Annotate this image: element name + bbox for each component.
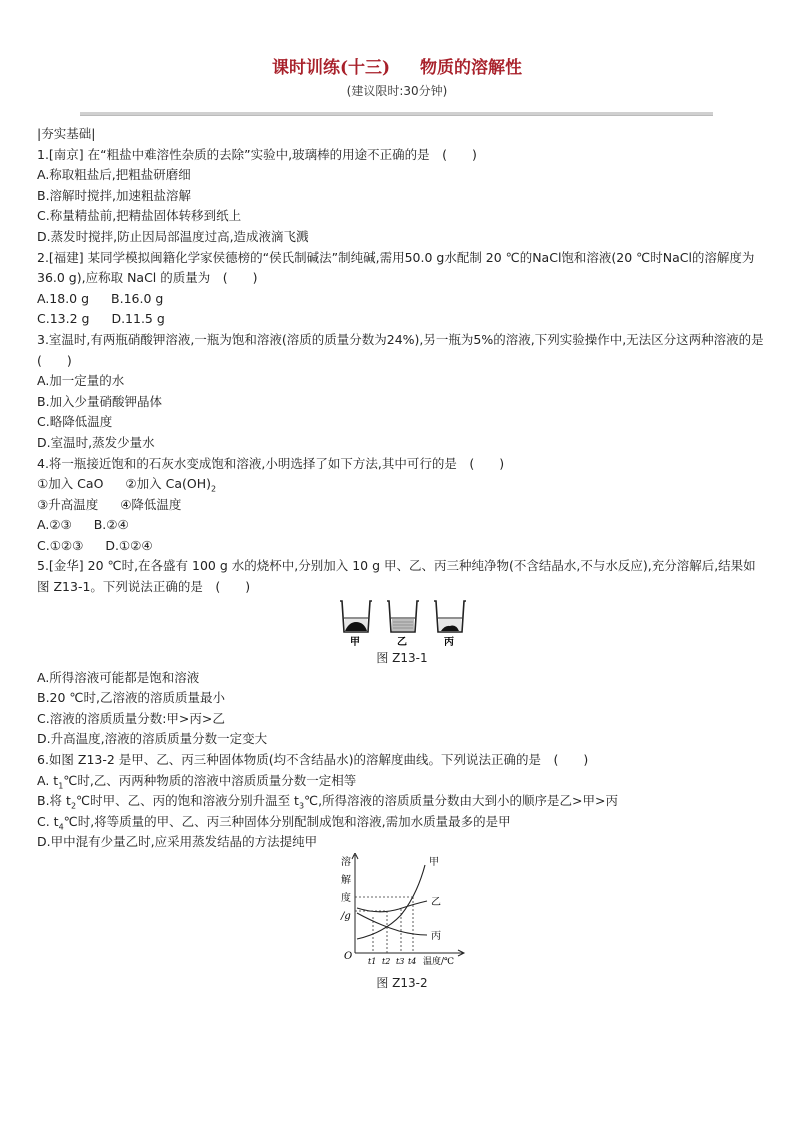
- q4-methods-12: [37, 474, 767, 495]
- q5-option-b: B.20 ℃时,乙溶液的溶质质量最小: [37, 690, 225, 706]
- solubility-graph: [37, 853, 767, 973]
- q3-stem: 3.室温时,有两瓶硝酸钾溶液,一瓶为饱和溶液(溶质的质量分数为24%),另一瓶为5%的溶液,下列实验操作中,无法区分这两种溶液的是 ( ): [37, 331, 777, 368]
- figure-z13-2: [37, 853, 767, 973]
- q5-option-d: D.升高温度,溶液的溶质质量分数一定变大: [37, 731, 268, 747]
- header-divider: [80, 112, 713, 116]
- title-lesson: 课时训练(十三): [271, 58, 391, 78]
- q4-options-ab: [37, 515, 767, 536]
- q4-options-cd: [37, 536, 767, 557]
- curve-label-yi: 乙: [431, 897, 441, 908]
- q3-option-c: C.略降低温度: [37, 414, 113, 430]
- q3-option-d: D.室温时,蒸发少量水: [37, 434, 155, 450]
- time-limit: (建议限时:30分钟): [346, 84, 448, 98]
- q1-stem: 1.[南京] 在“粗盐中难溶性杂质的去除”实验中,玻璃棒的用途不正确的是 ( ): [37, 146, 477, 162]
- tick-t2: t2: [382, 957, 391, 966]
- q1-option-c: C.称量精盐前,把精盐固体转移到纸上: [37, 208, 242, 224]
- q6-option-a-text: ℃时,乙、丙两种物质的溶液中溶质质量分数一定相等: [63, 772, 357, 788]
- q6-option-b-text: ℃,所得溶液的溶质质量分数由大到小的顺序是乙>甲>丙: [304, 793, 619, 809]
- q6-option-c-text: ℃时,将等质量的甲、乙、丙三种固体分别配制成饱和溶液,需加水质量最多的是甲: [63, 813, 511, 829]
- q1-option-a: A.称取粗盐后,把粗盐研磨细: [37, 167, 191, 183]
- tick-t1: t1: [368, 957, 377, 966]
- q6-option-b-sub2: 3: [298, 801, 305, 811]
- q4-option-b: B.②④: [93, 517, 129, 533]
- page-title: [0, 53, 794, 78]
- beaker-label-yi: 乙: [397, 636, 407, 648]
- curve-label-bing: 丙: [431, 931, 441, 942]
- q6-option-a-sub: 1: [58, 781, 64, 791]
- q2-stem: 2.[福建] 某同学模拟闽籍化学家侯德榜的“侯氏制碱法”制纯碱,需用50.0 g水配制 20 ℃的NaCl饱和溶液(20 ℃时NaCl的溶解度为36.0 g),应称取 NaCl 的质量为 ( ): [37, 249, 755, 286]
- curve-bing: [357, 913, 427, 935]
- q2-option-a: A.18.0 g: [37, 290, 90, 306]
- q4-method-2: ②加入 Ca(OH): [125, 476, 211, 492]
- q4-option-c: C.①②③: [37, 537, 84, 553]
- section-heading: |夯实基础|: [37, 126, 96, 141]
- q6-option-c-prefix: C. t: [37, 813, 59, 829]
- q5-option-a: A.所得溶液可能都是饱和溶液: [37, 669, 200, 685]
- beakers-diagram: [37, 598, 767, 648]
- q3-option-b: B.加入少量硝酸钾晶体: [37, 393, 163, 409]
- y-label-3: 度: [341, 893, 351, 904]
- q6-option-b: [37, 791, 767, 812]
- q4-method-1: ①加入 CaO: [37, 476, 104, 492]
- q6-option-c-sub: 4: [58, 822, 64, 832]
- q4-method-3: ③升高温度: [37, 496, 99, 512]
- q4-option-a: A.②③: [37, 517, 72, 533]
- q2-options-ab: [37, 289, 767, 310]
- figure-z13-2-caption: 图 Z13-2: [376, 976, 428, 990]
- figure-z13-1: [37, 598, 767, 648]
- q6-stem: 6.如图 Z13-2 是甲、乙、丙三种固体物质(均不含结晶水)的溶解度曲线。下列说法正确的是 ( ): [37, 752, 589, 768]
- beaker-label-bing: 丙: [444, 636, 454, 648]
- q6-option-b-mid: ℃时甲、乙、丙的饱和溶液分别升温至 t: [76, 793, 299, 809]
- q6-option-c: [37, 812, 767, 833]
- y-label-2: 解: [341, 875, 351, 886]
- q1-option-b: B.溶解时搅拌,加速粗盐溶解: [37, 187, 192, 203]
- y-label-4: /g: [341, 911, 351, 922]
- x-axis-label: 温度/℃: [423, 957, 455, 967]
- tick-t3: t3: [396, 957, 405, 966]
- beaker-bing: [434, 601, 466, 632]
- q4-method-4: ④降低温度: [120, 496, 182, 512]
- q2-options-cd: [37, 309, 767, 330]
- q2-option-c: C.13.2 g: [37, 311, 90, 327]
- q6-option-b-sub: 2: [70, 801, 77, 811]
- q6-option-a-prefix: A. t: [37, 772, 59, 788]
- q4-stem: 4.将一瓶接近饱和的石灰水变成饱和溶液,小明选择了如下方法,其中可行的是 ( ): [37, 455, 505, 471]
- curve-label-jia: 甲: [429, 857, 439, 868]
- q4-option-d: D.①②④: [105, 537, 153, 553]
- exercise-content: [37, 124, 777, 993]
- title-topic: 物质的溶解性: [420, 58, 523, 78]
- origin-label: O: [344, 951, 353, 962]
- beaker-yi: [387, 601, 419, 632]
- q3-option-a: A.加一定量的水: [37, 373, 125, 389]
- figure-z13-1-caption: 图 Z13-1: [376, 650, 428, 665]
- q1-option-d: D.蒸发时搅拌,防止因局部温度过高,造成液滴飞溅: [37, 228, 309, 244]
- q2-option-b: B.16.0 g: [111, 290, 164, 306]
- beaker-label-jia: 甲: [350, 636, 360, 648]
- q5-option-c: C.溶液的溶质质量分数:甲>丙>乙: [37, 710, 225, 726]
- y-label-1: 溶: [341, 857, 351, 868]
- q6-option-b-prefix: B.将 t: [37, 793, 71, 809]
- q4-method-2-subscript: 2: [210, 484, 217, 494]
- q4-methods-34: [37, 495, 767, 516]
- tick-t4: t4: [408, 957, 417, 966]
- q6-option-d: D.甲中混有少量乙时,应采用蒸发结晶的方法提纯甲: [37, 834, 318, 850]
- q2-option-d: D.11.5 g: [111, 311, 165, 327]
- q5-stem: 5.[金华] 20 ℃时,在各盛有 100 g 水的烧杯中,分别加入 10 g 甲、乙、丙三种纯净物(不含结晶水,不与水反应),充分溶解后,结果如图 Z13-1。下列说法正确的是 ( ): [37, 558, 756, 595]
- beaker-jia: [340, 601, 372, 632]
- q6-option-a: [37, 771, 767, 792]
- curve-yi: [357, 901, 427, 912]
